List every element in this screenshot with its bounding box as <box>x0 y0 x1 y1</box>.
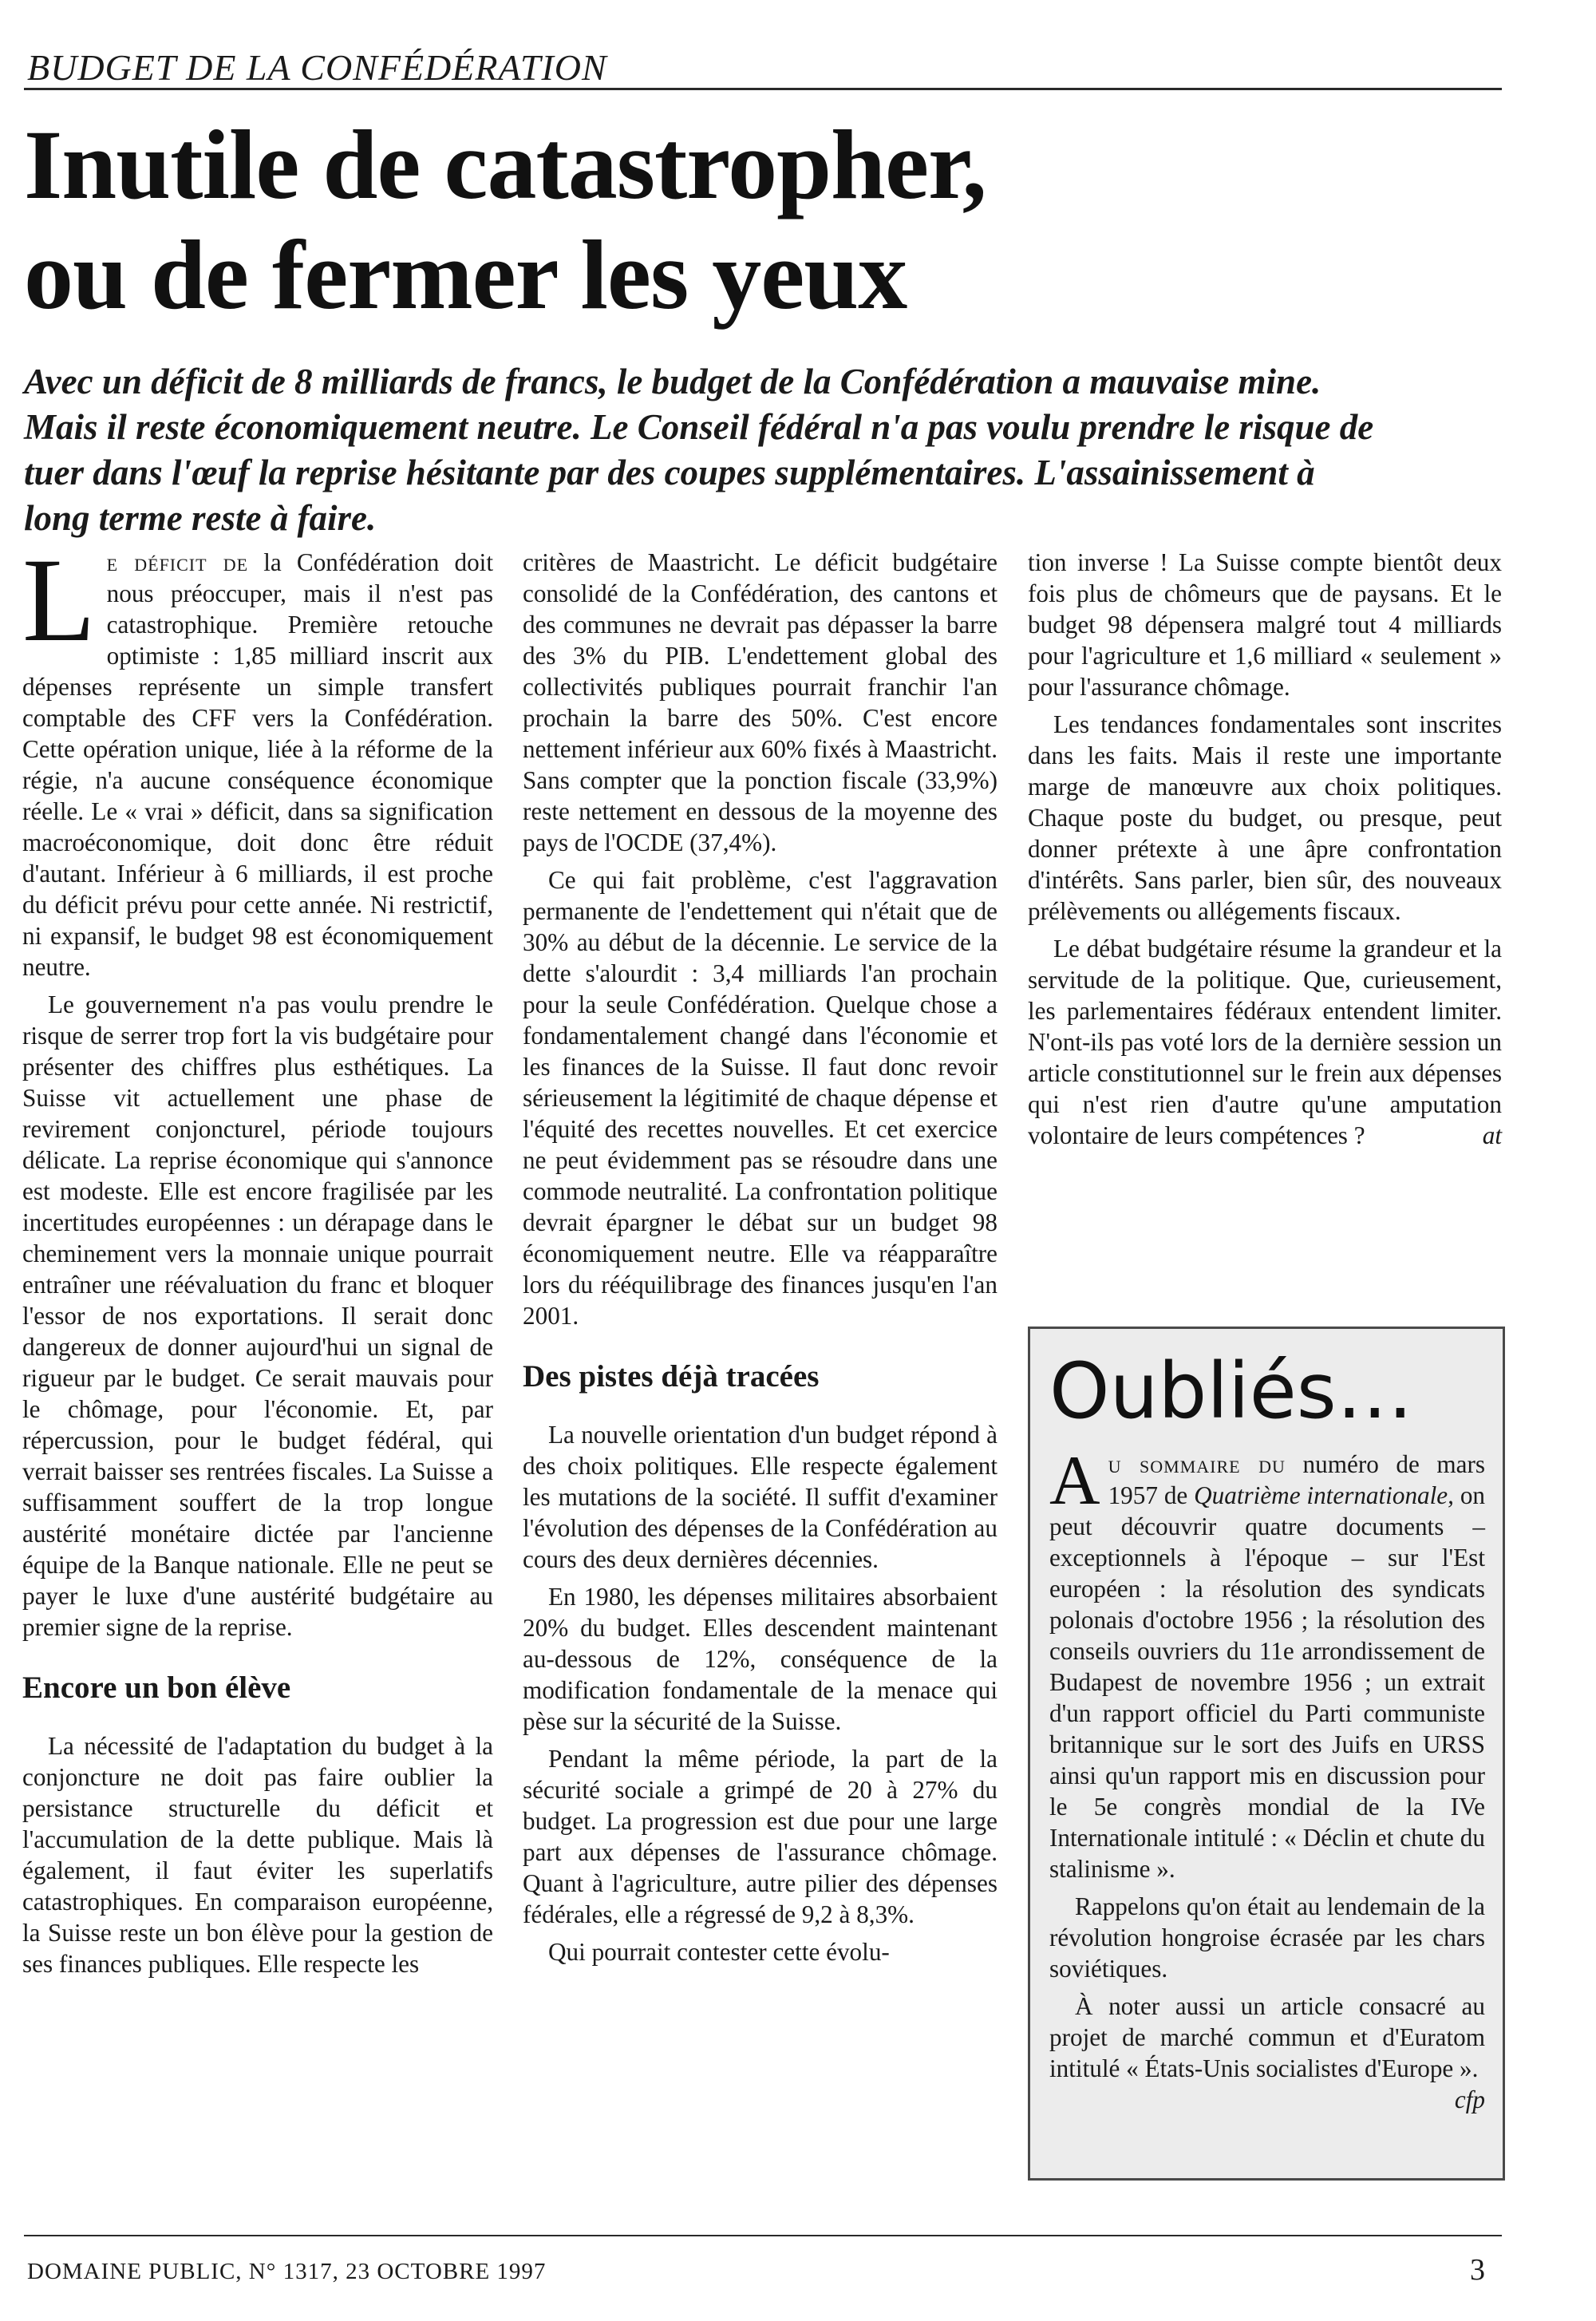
article-column-2 <box>523 547 998 1974</box>
sidebar-paragraph-1-b: on peut découvrir quatre documents – exceptionnels à l'époque – sur l'Est européen : la résolution des syndicats polonais d'octobre 1956 ; la résolution des conseils ouvriers du 11e arrondissement de Budapest de novembre 1956 ; un extrait d'un rapport officiel du Parti communiste britannique sur le sort des Juifs en URSS ainsi qu'un rapport mis en discussion pour le 5e congrès mondial de la IVe Internationale intitulé : « Déclin et chute du stalinisme ». <box>1049 1481 1486 1883</box>
sidebar-paragraph-3 <box>1049 1991 1485 2113</box>
headline <box>24 110 1540 330</box>
article-paragraph-9: Les tendances fondamentales sont inscrites dans les faits. Mais il reste une importante marge de manœuvre aux choix politiques. Chaque poste du budget, ou presque, peut donner prétexte à une âpre confrontation d'intérêts. Sans parler, bien sûr, des nouveaux prélèvements ou allégements fiscaux. <box>1028 710 1502 925</box>
sidebar-box-oublies <box>1028 1327 1505 2181</box>
headline-line-2: ou de fermer les yeux <box>24 220 907 330</box>
article-paragraph-7: Pendant la même période, la part de la sécurité sociale a grimpé de 20 à 27% du budget. La progression est due pour une large part aux dépenses de l'assurance chômage. Quant à l'agriculture, autre pilier des dépenses fédérales, elle a régressé de 9,2 à 8,3%. <box>523 1745 998 1928</box>
section-label: BUDGET DE LA CONFÉDÉRATION <box>27 47 607 88</box>
article-paragraph-3-continued: critères de Maastricht. Le déficit budgétaire consolidé de la Confédération, des cantons et des communes ne devrait pas dépasser la barre des 3% du PIB. L'endettement global des collectivités publiques pourrait franchir l'an prochain la barre des 50%. C'est encore nettement inférieur aux 60% fixés à Maastricht. Sans compter que la ponction fiscale (33,9%) reste nettement en dessous de la moyenne des pays de l'OCDE (37,4%). <box>523 548 998 856</box>
sidebar-paragraph-1 <box>1049 1442 1486 1884</box>
article-paragraph-5: La nouvelle orientation d'un budget répond à des choix politiques. Elle respecte également les mutations de la société. Il suffit d'examiner l'évolution des dépenses de la Confédération au cours des deux dernières décennies. <box>523 1421 998 1573</box>
drop-cap: L <box>22 534 96 666</box>
subheading-des-pistes-deja-tracees: Des pistes déjà tracées <box>523 1359 820 1394</box>
article-paragraph-1-text: la Confédération doit nous préoccuper, mais il n'est pas catastrophique. Première retouche optimiste : 1,85 milliard inscrit aux dépenses représente un simple transfert comptable des CFF vers la Confédération. Cette opération unique, liée à la réforme de la régie, n'a aucune conséquence économique réelle. Le « vrai » déficit, dans sa signification macroéconomique, doit donc être réduit d'autant. Inférieur à 6 milliards, il est proche du déficit prévu pour cette année. Ni restrictif, ni expansif, le budget 98 est économiquement neutre. <box>22 548 493 981</box>
author-signature: at <box>1482 1121 1502 1149</box>
article-paragraph-2: Le gouvernement n'a pas voulu prendre le risque de serrer trop fort la vis budgétaire pour présenter des chiffres plus esthétiques. La Suisse vit actuellement une phase de revirement conjoncturel, période toujours délicate. La reprise économique qui s'annonce est modeste. Elle est encore fragilisée par les incertitudes européennes : un dérapage dans le cheminement vers la monnaie unique pourrait entraîner une réévaluation du franc et bloquer l'essor de nos exportations. Il serait donc dangereux de donner aujourd'hui un signal de rigueur par le budget. Ce serait mauvais pour le chômage, pour l'économie. Et, par répercussion, pour le budget fédéral, qui verrait baisser ses rentrées fiscales. La Suisse a suffisamment souffert de la trop longue austérité monétaire dictée par l'ancienne équipe de la Banque nationale. Elle ne peut se payer le luxe d'une austérité budgétaire au premier signe de la reprise. <box>22 990 493 1641</box>
lead-in-smallcaps: e déficit de <box>106 548 249 576</box>
sidebar-lead-in-smallcaps: u sommaire du <box>1108 1450 1286 1478</box>
sidebar-paragraph-3-text: À noter aussi un article consacré au projet de marché commun et d'Euratom intitulé « États-Unis socialistes d'Europe ». <box>1049 1992 1485 2082</box>
article-paragraph-4: Ce qui fait problème, c'est l'aggravation permanente de l'endettement qui n'était que de 30% au début de la décennie. Le service de la dette s'alourdit : 3,4 milliards l'an prochain pour la seule Confédération. Quelque chose a fondamentalement changé dans l'économie et les finances de la Suisse. Il faut donc revoir sérieusement la légitimité de chaque dépense et l'équité des recettes nouvelles. Et cet exercice ne peut évidemment pas se résoudre dans une commode neutralité. La confrontation politique devrait épargner le débat sur un budget 98 économiquement neutre. Elle va réapparaître lors du rééquilibrage des finances jusqu'en l'an 2001. <box>523 866 998 1330</box>
article-column-3 <box>1028 547 1502 1157</box>
sidebar-drop-cap: A <box>1049 1442 1100 1520</box>
article-paragraph-1 <box>22 534 493 983</box>
subheading-encore-un-bon-eleve: Encore un bon élève <box>22 1671 291 1705</box>
sidebar-publication-title: Quatrième internationale, <box>1194 1481 1454 1509</box>
page-number: 3 <box>1470 2253 1485 2287</box>
article-paragraph-10-text: Le débat budgétaire résume la grandeur et la servitude de la politique. Que, curieusement, les parlementaires fédéraux entendent limiter. N'ont-ils pas voté lors de la dernière session un article constitutionnel sur le frein aux dépenses qui n'est rien d'autre qu'une amputation volontaire de leurs compétences ? <box>1028 935 1502 1149</box>
sidebar-paragraph-1-a: numéro de mars 1957 de <box>1108 1450 1485 1509</box>
article-paragraph-8-continued: tion inverse ! La Suisse compte bientôt deux fois plus de chômeurs que de paysans. Et le budget 98 dépensera malgré tout 4 milliards pour l'agriculture et 1,6 milliard « seulement » pour l'assurance chômage. <box>1028 548 1502 701</box>
article-paragraph-8: Qui pourrait contester cette évolu- <box>548 1938 890 1966</box>
article-paragraph-6: En 1980, les dépenses militaires absorbaient 20% du budget. Elles descendent maintenant au-dessous de 12%, conséquence de la modification fondamentale de la menace qui pèse sur la sécurité de la Suisse. <box>523 1583 998 1735</box>
top-rule <box>24 88 1502 90</box>
sidebar-paragraph-2: Rappelons qu'on était au lendemain de la révolution hongroise écrasée par les chars soviétiques. <box>1049 1892 1485 1983</box>
footer-publication-info: DOMAINE PUBLIC, N° 1317, 23 OCTOBRE 1997 <box>27 2259 547 2284</box>
article-paragraph-10 <box>1028 933 1502 1151</box>
sidebar-signature: cfp <box>1454 2086 1485 2113</box>
sidebar-title: Oubliés… <box>1049 1346 1413 1436</box>
article-column-1 <box>22 534 493 1986</box>
footer-rule <box>24 2235 1502 2236</box>
headline-line-1: Inutile de catastropher, <box>24 110 986 219</box>
article-paragraph-3: La nécessité de l'adaptation du budget à la conjoncture ne doit pas faire oublier la persistance structurelle du déficit et l'accumulation de la dette publique. Mais là également, il faut éviter les superlatifs catastrophiques. En comparaison européenne, la Suisse reste un bon élève pour la gestion de ses finances publiques. Elle respecte les <box>22 1732 493 1978</box>
lead-paragraph: Avec un déficit de 8 milliards de francs, le budget de la Confédération a mauvaise mine. Mais il reste économiquement neutre. Le Conseil fédéral n'a pas voulu prendre le risque de tuer dans l'œuf la reprise hésitante par des coupes supplémentaires. L'assainissement à long terme reste à faire. <box>24 362 1374 538</box>
